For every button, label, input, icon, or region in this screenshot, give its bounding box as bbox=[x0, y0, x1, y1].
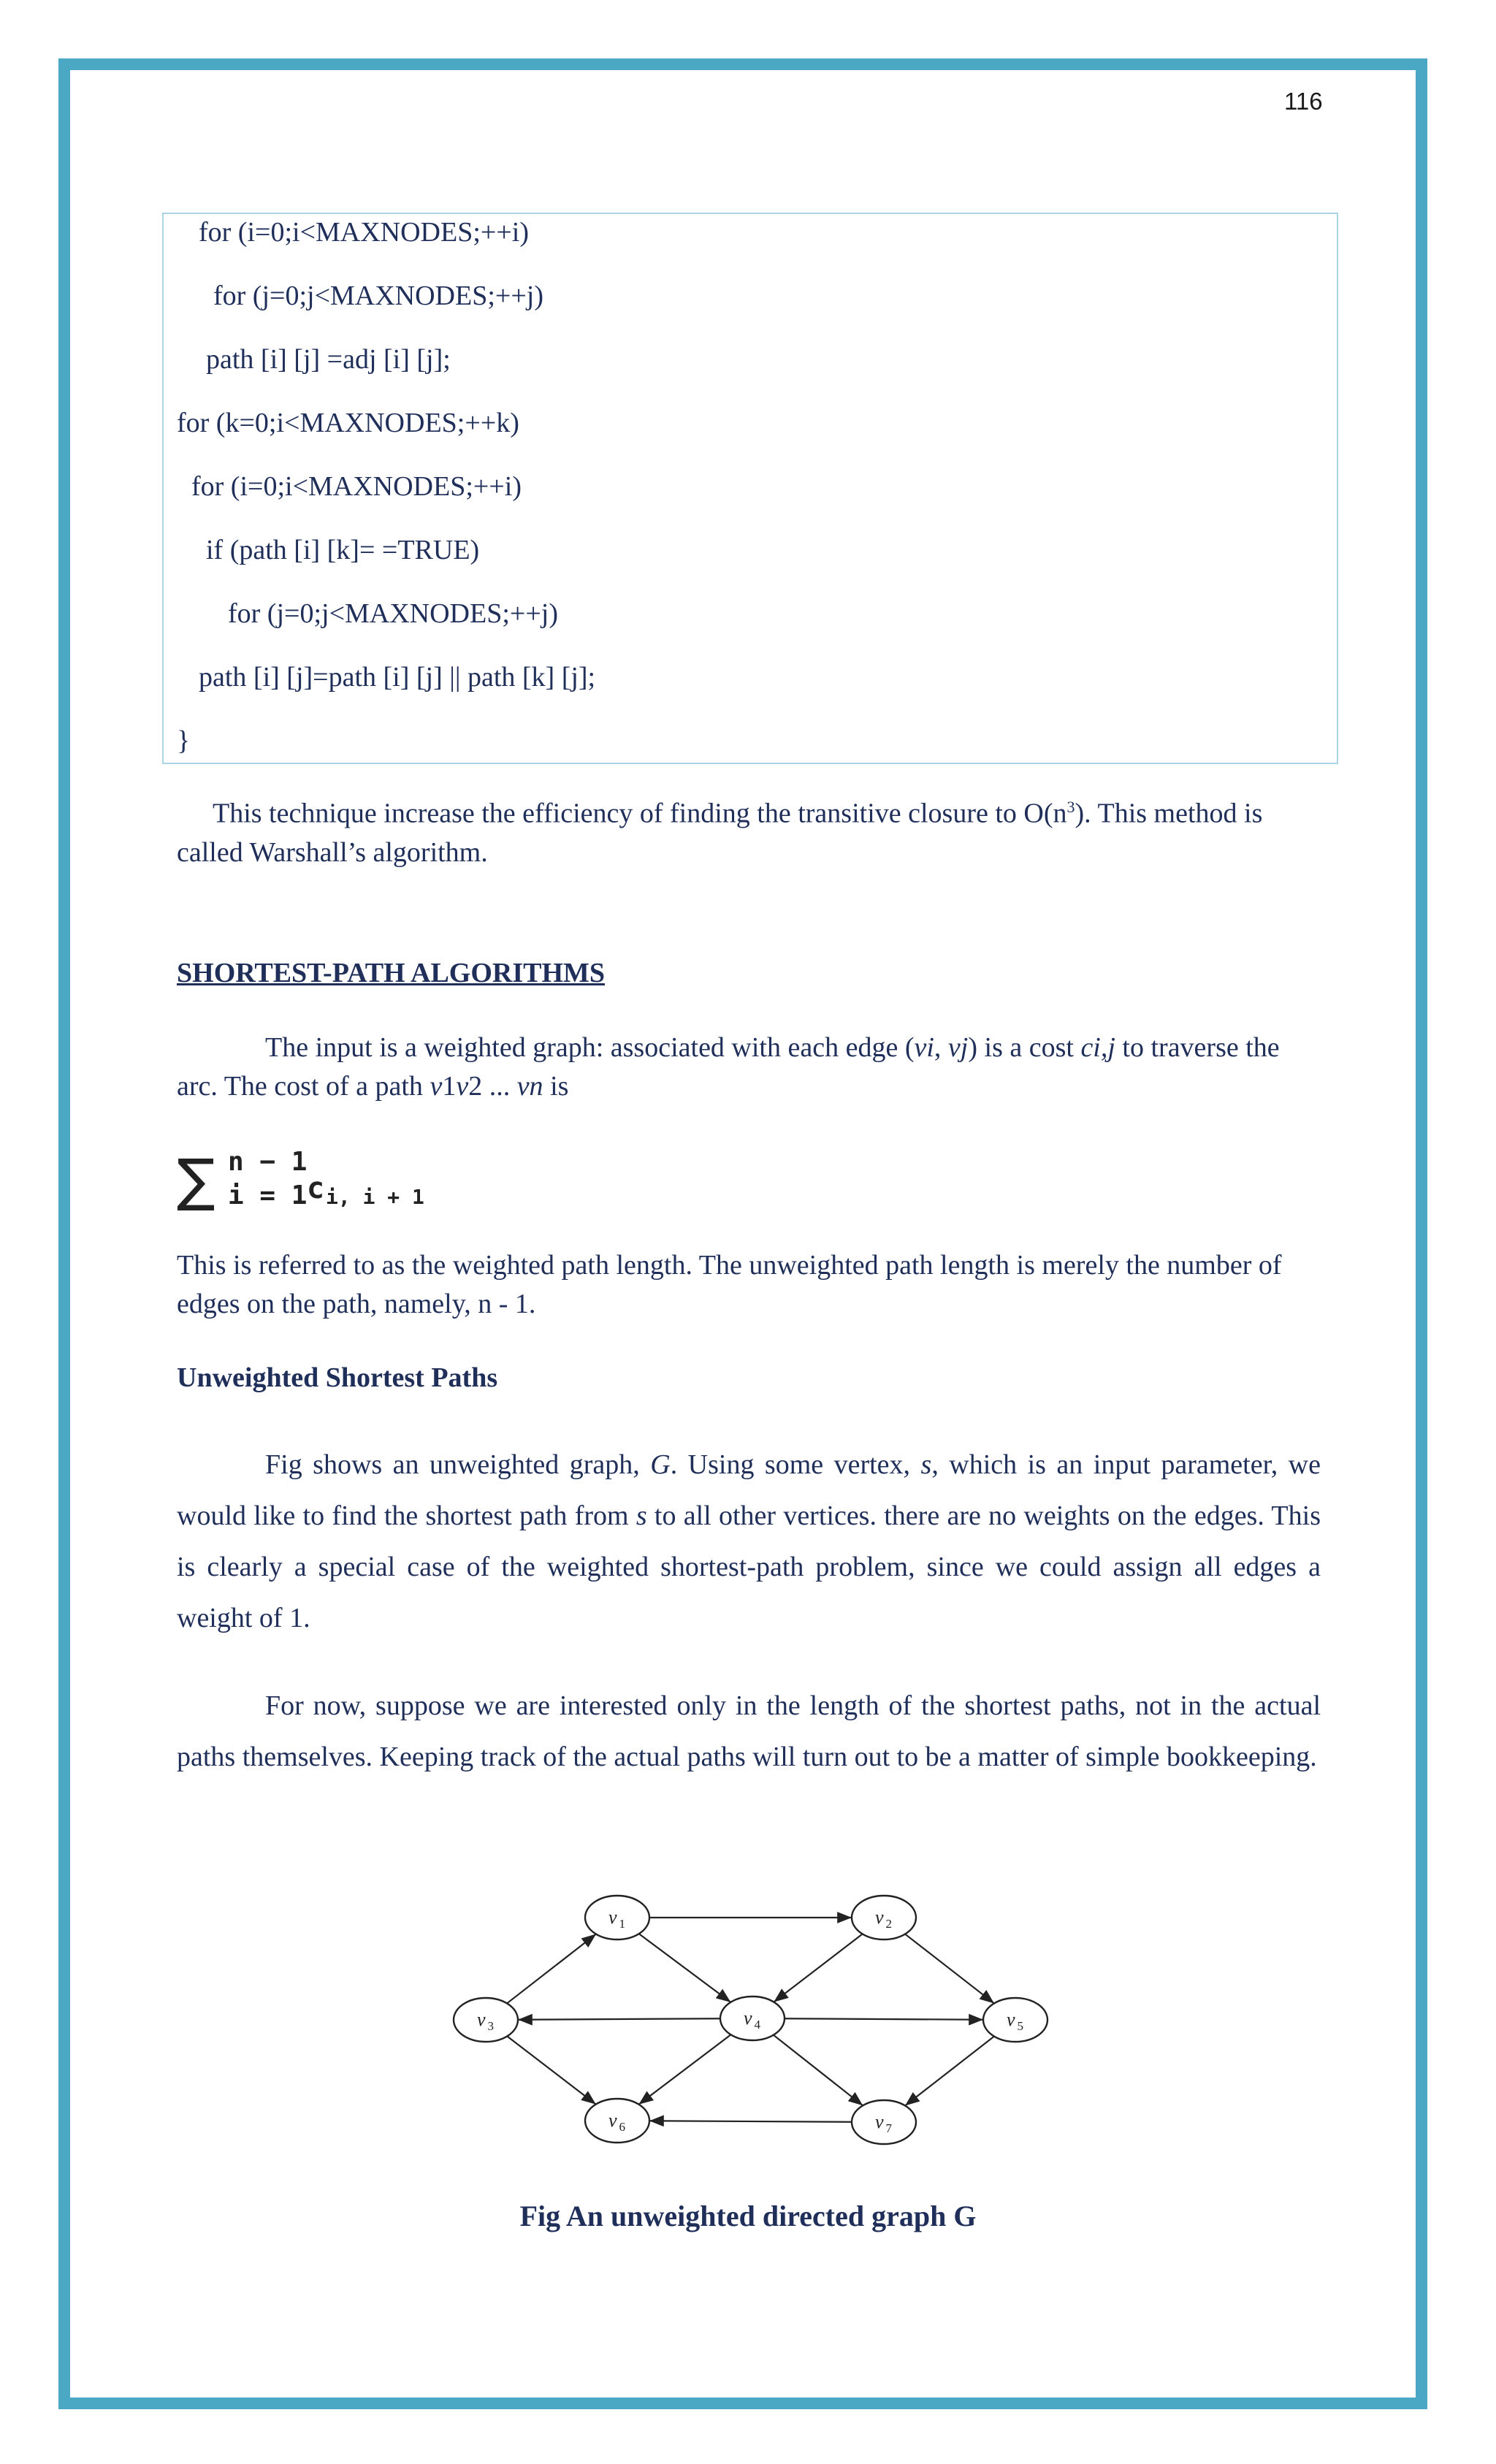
subheading-unweighted: Unweighted Shortest Paths bbox=[177, 1362, 498, 1393]
graph-edge-v2-v4 bbox=[774, 1934, 863, 2002]
graph-node-label: v $_5$ bbox=[1007, 2009, 1024, 2033]
graph-node-label: v $_4$ bbox=[744, 2007, 761, 2032]
graph-edge-v4-v5 bbox=[785, 2018, 983, 2020]
graph-node-v2 bbox=[852, 1896, 916, 1939]
graph-edge-v4-v6 bbox=[638, 2034, 730, 2104]
graph-node-v7 bbox=[852, 2100, 916, 2144]
code-line: for (i=0;i<MAXNODES;++i) bbox=[199, 217, 529, 248]
graph-node-label: v $_7$ bbox=[875, 2111, 893, 2135]
paragraph-unweighted-graph: Fig shows an unweighted graph, G. Using some vertex, s, which is an input parameter, we would like to find the shortest path from s to all other vertices. there are no weights on the edges. This is clearly a special case of the weighted shortest-path problem, since we could assign all edges a weight of 1. bbox=[177, 1449, 1321, 1633]
page-number: 116 bbox=[1284, 88, 1323, 115]
graph-node-label: v $_2$ bbox=[875, 1907, 893, 1931]
path-cost-formula bbox=[177, 1137, 424, 1217]
graph-node-label: v $_3$ bbox=[477, 2009, 495, 2033]
graph-edge-v5-v7 bbox=[905, 2037, 994, 2106]
graph-node-v4 bbox=[720, 1996, 785, 2040]
paragraph-input: The input is a weighted graph: associated with each edge (vi, vj) is a cost ci,j to traverse the arc. The cost of a path v1v2 ... vn is bbox=[177, 1032, 1280, 1102]
formula-sigma: ∑ bbox=[177, 1148, 215, 1213]
code-line: for (j=0;j<MAXNODES;++j) bbox=[228, 598, 558, 629]
section-heading-shortest-path: SHORTEST-PATH ALGORITHMS bbox=[177, 958, 606, 988]
formula-upper-limit: n − 1 bbox=[228, 1147, 308, 1177]
graph-edge-v7-v6 bbox=[649, 2121, 852, 2122]
code-line: path [i] [j]=path [i] [j] || path [k] [j]; bbox=[199, 662, 596, 693]
code-line: path [i] [j] =adj [i] [j]; bbox=[206, 344, 451, 375]
formula-term: c bbox=[307, 1172, 325, 1205]
graph-edge-v4-v7 bbox=[774, 2035, 863, 2106]
directed-graph-figure bbox=[438, 1881, 1059, 2159]
graph-node-label: v $_6$ bbox=[608, 2110, 626, 2134]
graph-node-v3 bbox=[454, 1998, 518, 2042]
graph-edge-v4-v3 bbox=[518, 2018, 720, 2020]
graph-edge-v3-v1 bbox=[507, 1934, 596, 2004]
paragraph-weighted-length: This is referred to as the weighted path length. The unweighted path length is merely the number of edges on the path, namely, n - 1. bbox=[177, 1250, 1282, 1319]
code-line: if (path [i] [k]= =TRUE) bbox=[206, 535, 480, 565]
graph-edge-v2-v5 bbox=[905, 1934, 994, 2004]
paragraph-for-now: For now, suppose we are interested only in the length of the shortest paths, not in the actual paths themselves. Keeping track of the actual paths will turn out to be a matter of simple bookkeeping. bbox=[177, 1690, 1321, 1772]
graph-node-v5 bbox=[983, 1998, 1047, 2042]
code-line: for (j=0;j<MAXNODES;++j) bbox=[213, 281, 543, 311]
graph-node-label: v $_1$ bbox=[608, 1907, 626, 1931]
paragraph-warshall: This technique increase the efficiency of finding the transitive closure to $O(n^3)$. This method is called Warshall’s algorithm. bbox=[177, 798, 1263, 868]
graph-node-v6 bbox=[585, 2099, 649, 2143]
code-line: } bbox=[177, 725, 191, 756]
graph-node-v1 bbox=[585, 1896, 649, 1939]
graph-edge-v3-v6 bbox=[507, 2036, 596, 2104]
code-line: for (i=0;i<MAXNODES;++i) bbox=[191, 471, 522, 502]
formula-lower-limit: i = 1 bbox=[228, 1180, 308, 1210]
figure-caption: Fig An unweighted directed graph G bbox=[519, 2200, 977, 2232]
code-line: for (k=0;i<MAXNODES;++k) bbox=[177, 408, 519, 438]
formula-subscript: i, i + 1 bbox=[326, 1185, 424, 1209]
graph-edge-v1-v4 bbox=[639, 1934, 731, 2002]
